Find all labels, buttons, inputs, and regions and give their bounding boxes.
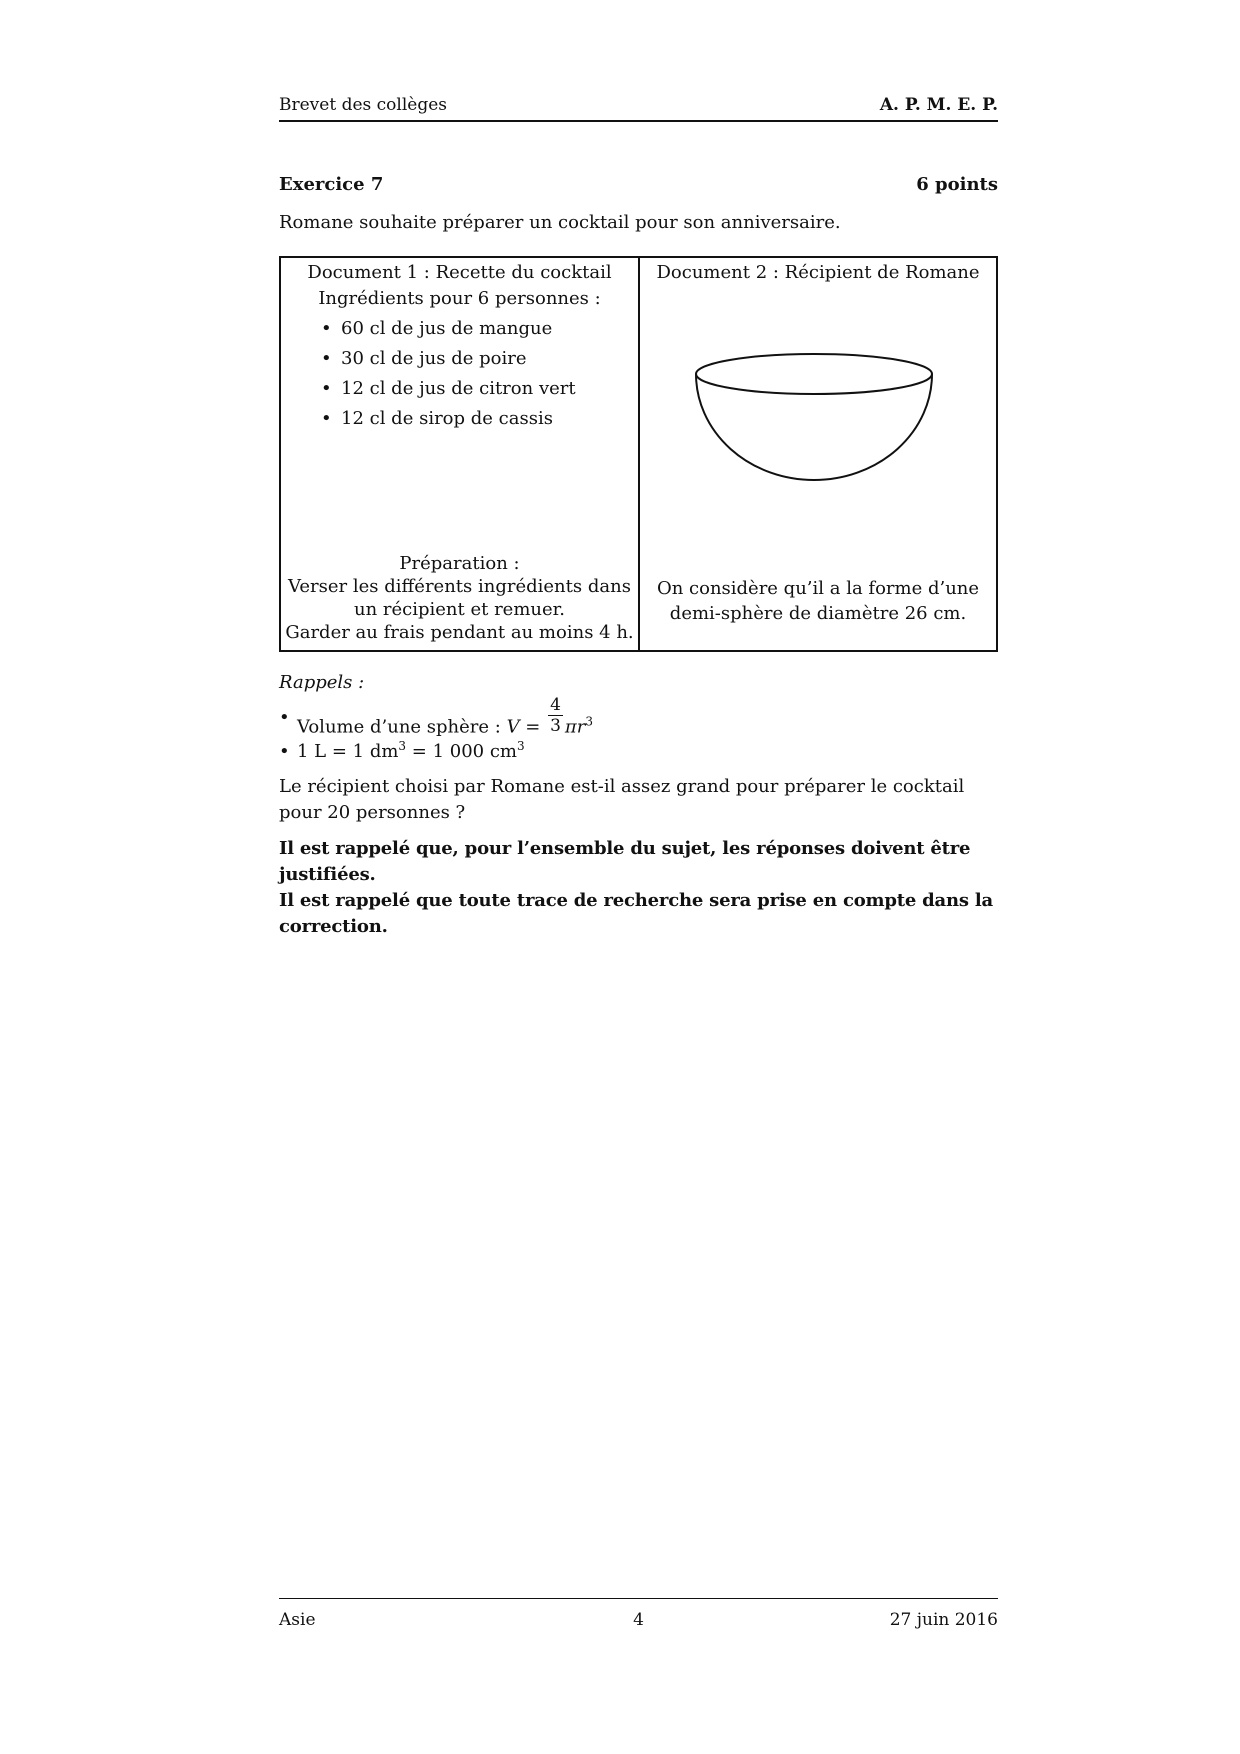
exponent: 3: [585, 714, 593, 729]
exercise-title: Exercice 7: [279, 174, 384, 195]
list-item: [319, 404, 576, 434]
bullet-icon: •: [321, 348, 332, 369]
bullet-icon: •: [321, 378, 332, 399]
document-2-cell: [640, 258, 996, 650]
bullet-icon: •: [321, 318, 332, 339]
exponent: 3: [517, 739, 525, 753]
volume-variable: V: [506, 716, 520, 738]
header-left: Brevet des collèges: [279, 95, 448, 115]
bullet-icon: •: [279, 741, 290, 762]
rappels-title: Rappels :: [279, 672, 365, 693]
header-right: A. P. M. E. P.: [879, 95, 998, 115]
reminder-block: [279, 836, 1009, 940]
pi-r: πr: [564, 716, 586, 738]
footer-left: Asie: [279, 1610, 316, 1630]
list-item: [319, 374, 576, 404]
document-1-subtitle: Ingrédients pour 6 personnes :: [318, 288, 601, 309]
ingredient-text: 12 cl de jus de citron vert: [341, 378, 576, 399]
exercise-intro: Romane souhaite préparer un cocktail pour son anniversaire.: [279, 212, 841, 233]
footer-date: 27 juin 2016: [889, 1610, 998, 1630]
volume-label: Volume d’une sphère :: [297, 716, 507, 738]
document-1-title: Document 1 : Recette du cocktail: [307, 262, 612, 283]
bullet-icon: •: [321, 408, 332, 429]
units-text-b: = 1 000 cm: [406, 741, 517, 762]
document-2-line: demi-sphère de diamètre 26 cm.: [669, 603, 967, 624]
reminder-line: Il est rappelé que, pour l’ensemble du sujet, les réponses doivent être justifiées.: [279, 838, 971, 885]
ingredient-text: 12 cl de sirop de cassis: [341, 408, 553, 429]
list-item: [319, 314, 576, 344]
ingredient-text: 30 cl de jus de poire: [341, 348, 527, 369]
preparation-line: Verser les différents ingrédients dans: [288, 576, 631, 597]
ingredients-list: [319, 314, 576, 434]
units-text-a: 1 L = 1 dm: [297, 741, 399, 762]
preparation-block: [281, 552, 638, 644]
fraction-denominator: 3: [550, 716, 561, 736]
reminder-line: Il est rappelé que toute trace de recherche sera prise en compte dans la correction.: [279, 890, 994, 937]
documents-table: [279, 256, 998, 652]
document-2-text: [640, 576, 996, 626]
preparation-line: un récipient et remuer.: [353, 599, 565, 620]
preparation-line: Préparation :: [399, 553, 520, 574]
document-2-line: On considère qu’il a la forme d’une: [656, 578, 980, 599]
fraction: [548, 695, 563, 736]
bullet-icon: •: [279, 707, 290, 728]
ingredient-text: 60 cl de jus de mangue: [341, 318, 553, 339]
fraction-numerator: 4: [550, 695, 561, 715]
exercise-question: Le récipient choisi par Romane est-il assez grand pour préparer le cocktail pour 20 personnes ?: [279, 776, 965, 823]
rappel-units: [279, 739, 525, 762]
preparation-line: Garder au frais pendant au moins 4 h.: [285, 622, 634, 643]
exercise-points: 6 points: [916, 174, 998, 195]
equals-sign: =: [519, 716, 547, 738]
document-1-cell: [281, 258, 638, 650]
page-header: [279, 94, 998, 118]
exponent: 3: [398, 739, 407, 753]
list-item: [319, 344, 576, 374]
header-rule: [279, 120, 998, 122]
document-2-title: Document 2 : Récipient de Romane: [656, 262, 980, 283]
page-number: 4: [633, 1610, 644, 1630]
hemisphere-bowl-figure: [695, 352, 935, 482]
footer-rule: [279, 1598, 998, 1599]
